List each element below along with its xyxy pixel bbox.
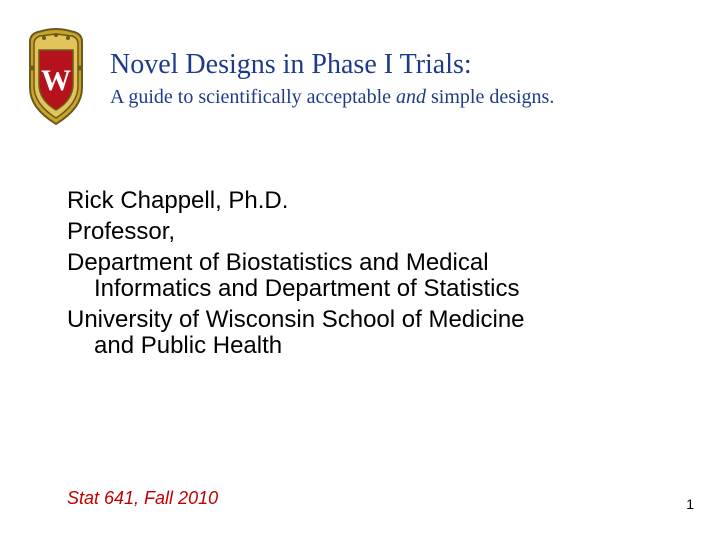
subtitle-text-before: A guide to scientifically acceptable	[110, 86, 396, 108]
course-footer: Stat 641, Fall 2010	[67, 488, 219, 508]
slide-title: Novel Designs in Phase I Trials:	[110, 49, 472, 80]
slide-subtitle	[110, 84, 710, 110]
title-block	[110, 48, 710, 110]
institution-line-1: University of Wisconsin School of Medicine	[67, 306, 525, 333]
author-title: Professor,	[67, 218, 176, 245]
subtitle-emphasis: and	[396, 86, 426, 108]
author-block	[67, 188, 697, 359]
institution-line-2: and Public Health	[94, 332, 283, 359]
subtitle-text-after: simple designs.	[426, 86, 555, 108]
department-line-2: Informatics and Department of Statistics	[94, 275, 520, 302]
author-name: Rick Chappell, Ph.D.	[67, 187, 289, 214]
department-line-1: Department of Biostatistics and Medical	[67, 249, 489, 276]
page-number: 1	[686, 496, 694, 512]
university-crest-icon	[24, 28, 88, 126]
crest-letter: W	[41, 64, 71, 97]
